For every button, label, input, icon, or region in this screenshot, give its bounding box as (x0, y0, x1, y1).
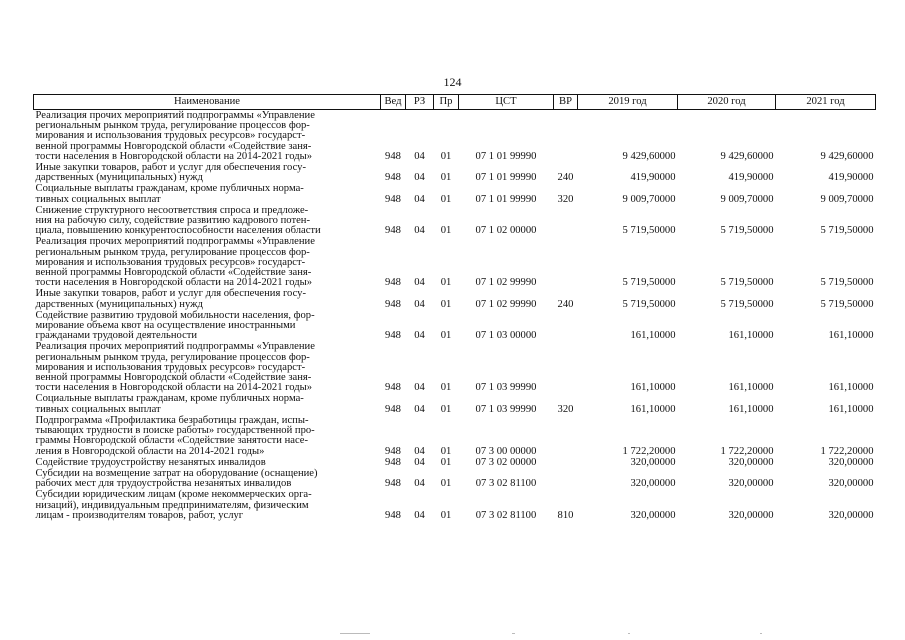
row-2019: 320,00000 (630, 478, 676, 490)
row-ved: 948 (385, 298, 401, 310)
row-ved: 948 (385, 150, 401, 162)
row-2019: 161,10000 (630, 403, 676, 415)
row-ved: 948 (385, 330, 401, 342)
row-vr (554, 310, 578, 342)
table-row (34, 489, 876, 521)
page-number: 124 (443, 75, 462, 89)
table-header-row (34, 95, 876, 110)
row-cst: 07 3 00 00000 (475, 445, 537, 457)
row-2021: 1 722,20000 (820, 445, 874, 457)
row-2020: 5 719,50000 (720, 225, 774, 237)
row-name (34, 393, 381, 414)
row-name-line: ния на рабочую силу, содействие развитию кадрового потен- (35, 215, 310, 227)
row-rz: 04 (414, 382, 425, 394)
row-pr: 01 (440, 330, 452, 342)
row-cst: 07 1 03 99990 (475, 403, 537, 415)
row-name-line: Реализация прочих мероприятий подпрограммы «Управление (35, 341, 315, 353)
row-name-line: венной программы Новгородской области «Содействие заня- (35, 267, 312, 279)
table-row (34, 393, 876, 414)
row-name-line: Снижение структурного несоответствия спроса и предложе- (35, 204, 309, 216)
row-ved: 948 (385, 456, 401, 468)
row-name (34, 288, 381, 309)
row-2020: 320,00000 (728, 456, 774, 468)
row-2021: 5 719,50000 (820, 225, 874, 237)
row-cst: 07 1 03 00000 (475, 330, 537, 342)
row-name (34, 341, 381, 393)
row-name-line: региональным рынком труда, регулирование процессов фор- (35, 120, 310, 132)
row-pr: 01 (440, 509, 452, 521)
row-vr: 320 (557, 403, 574, 415)
row-pr: 01 (440, 456, 452, 468)
row-2020: 5 719,50000 (720, 277, 774, 289)
row-2021: 161,10000 (828, 403, 874, 415)
row-vr: 810 (557, 509, 574, 521)
row-rz: 04 (414, 478, 425, 490)
row-name-line: низаций), индивидуальным предпринимателям, физическим (35, 499, 309, 511)
row-name-line: Социальные выплаты гражданам, кроме публичных норма- (35, 393, 304, 405)
row-cst: 07 3 02 00000 (475, 456, 537, 468)
header-rz: РЗ (406, 95, 434, 110)
row-2021: 5 719,50000 (820, 277, 874, 289)
table-body (34, 110, 876, 521)
row-rz: 04 (414, 456, 425, 468)
row-name-line: Социальные выплаты гражданам, кроме публичных норма- (35, 183, 304, 195)
row-2020: 161,10000 (728, 330, 774, 342)
row-2020: 419,90000 (728, 172, 774, 184)
row-2021: 161,10000 (828, 330, 874, 342)
row-ved: 948 (385, 382, 401, 394)
row-cst: 07 1 01 99990 (475, 193, 537, 205)
row-2021: 320,00000 (828, 456, 874, 468)
row-2019: 9 429,60000 (622, 150, 676, 162)
row-name-line: тивных социальных выплат (35, 403, 161, 415)
row-2021: 419,90000 (828, 172, 874, 184)
header-cst: ЦСТ (459, 95, 554, 110)
row-ved: 948 (385, 225, 401, 237)
row-name (34, 162, 381, 183)
row-2019: 320,00000 (630, 456, 676, 468)
row-vr (554, 341, 578, 393)
row-name-line: региональным рынком труда, регулирование процессов фор- (35, 246, 310, 258)
row-2019: 419,90000 (630, 172, 676, 184)
row-name-line: Содействие развитию трудовой мобильности населения, фор- (35, 309, 315, 321)
row-cst: 07 3 02 81100 (475, 478, 537, 490)
row-cst: 07 1 02 99990 (475, 277, 537, 289)
table-row (34, 183, 876, 204)
row-name (34, 415, 381, 457)
row-2021: 320,00000 (828, 478, 874, 490)
header-ved: Вед (381, 95, 406, 110)
row-name (34, 110, 381, 163)
scan-artifact-dots (0, 632, 905, 636)
header-name: Наименование (34, 95, 381, 110)
table-row (34, 236, 876, 288)
row-vr (554, 457, 578, 468)
row-pr: 01 (440, 403, 452, 415)
row-cst: 07 1 01 99990 (475, 172, 537, 184)
table-row (34, 310, 876, 342)
row-pr: 01 (440, 298, 452, 310)
row-2020: 320,00000 (728, 509, 774, 521)
row-name (34, 183, 381, 204)
row-name-line: дарственных (муниципальных) нужд (35, 298, 203, 310)
row-vr (554, 415, 578, 457)
header-2020: 2020 год (678, 95, 776, 110)
row-rz: 04 (414, 193, 425, 205)
row-2019: 1 722,20000 (622, 445, 676, 457)
row-rz: 04 (414, 277, 425, 289)
row-ved: 948 (385, 445, 401, 457)
table-row (34, 468, 876, 489)
row-2020: 161,10000 (728, 382, 774, 394)
row-name-line: ления в Новгородской области на 2014-2021 годы» (35, 445, 265, 457)
row-pr: 01 (440, 445, 452, 457)
table-row (34, 415, 876, 457)
row-vr (554, 236, 578, 288)
row-name-line: тывающих трудности в поиске работы» государственной про- (35, 425, 315, 437)
table-row (34, 110, 876, 163)
header-vr: ВР (554, 95, 578, 110)
row-vr (554, 468, 578, 489)
row-2020: 9 429,60000 (720, 150, 774, 162)
row-rz: 04 (414, 150, 425, 162)
row-cst: 07 1 03 99990 (475, 382, 537, 394)
row-pr: 01 (440, 172, 452, 184)
row-name (34, 205, 381, 237)
row-cst: 07 1 02 99990 (475, 298, 537, 310)
row-rz: 04 (414, 445, 425, 457)
row-ved: 948 (385, 478, 401, 490)
row-vr (554, 110, 578, 163)
row-2019: 5 719,50000 (622, 298, 676, 310)
row-ved: 948 (385, 193, 401, 205)
row-name-line: мирования и использования трудовых ресурсов» государст- (35, 256, 306, 268)
row-2020: 1 722,20000 (720, 445, 774, 457)
table-row (34, 457, 876, 468)
row-name-line: тости населения в Новгородской области на 2014-2021 годы» (35, 382, 313, 394)
row-ved: 948 (385, 509, 401, 521)
table-row (34, 162, 876, 183)
row-name-line: циала, повышению конкурентоспособности населения области (35, 225, 321, 237)
row-2019: 320,00000 (630, 509, 676, 521)
row-cst: 07 3 02 81100 (475, 509, 537, 521)
row-cst: 07 1 02 00000 (475, 225, 537, 237)
row-name-line: дарственных (муниципальных) нужд (35, 172, 203, 184)
row-ved: 948 (385, 403, 401, 415)
row-name (34, 457, 381, 468)
row-name (34, 310, 381, 342)
table-row (34, 288, 876, 309)
row-name-line: гражданами трудовой деятельности (35, 330, 198, 342)
row-2019: 5 719,50000 (622, 277, 676, 289)
row-vr: 320 (557, 193, 574, 205)
row-pr: 01 (440, 150, 452, 162)
row-pr: 01 (440, 225, 452, 237)
row-2019: 161,10000 (630, 330, 676, 342)
row-name-line: венной программы Новгородской области «Содействие заня- (35, 140, 312, 152)
row-rz: 04 (414, 298, 425, 310)
row-name-line: тости населения в Новгородской области на 2014-2021 годы» (35, 277, 313, 289)
row-name-line: мирования и использования трудовых ресурсов» государст- (35, 130, 306, 142)
row-name-line: граммы Новгородской области «Содействие занятости насе- (35, 435, 309, 447)
row-vr: 240 (557, 172, 574, 184)
row-2021: 320,00000 (828, 509, 874, 521)
row-name-line: рабочих мест для трудоустройства незанятых инвалидов (35, 478, 292, 490)
row-name-line: венной программы Новгородской области «Содействие заня- (35, 372, 312, 384)
row-2019: 5 719,50000 (622, 225, 676, 237)
row-ved: 948 (385, 172, 401, 184)
row-name-line: мирование объема квот на осуществление иностранными (35, 320, 296, 332)
row-name (34, 468, 381, 489)
row-name-line: лицам - производителям товаров, работ, услуг (35, 509, 244, 521)
row-2021: 161,10000 (828, 382, 874, 394)
row-name-line: Субсидии на возмещение затрат на оборудование (оснащение) (35, 467, 318, 479)
row-name-line: Реализация прочих мероприятий подпрограммы «Управление (35, 110, 315, 121)
row-2020: 9 009,70000 (720, 193, 774, 205)
row-cst: 07 1 01 99990 (475, 150, 537, 162)
row-name-line: Иные закупки товаров, работ и услуг для обеспечения госу- (35, 288, 307, 300)
row-vr (554, 205, 578, 237)
row-2021: 5 719,50000 (820, 298, 874, 310)
row-2021: 9 009,70000 (820, 193, 874, 205)
row-name-line: региональным рынком труда, регулирование процессов фор- (35, 351, 310, 363)
row-name-line: Подпрограмма «Профилактика безработицы граждан, испы- (35, 414, 309, 426)
row-rz: 04 (414, 509, 425, 521)
row-rz: 04 (414, 403, 425, 415)
row-name-line: тивных социальных выплат (35, 193, 161, 205)
row-pr: 01 (440, 382, 452, 394)
row-2019: 161,10000 (630, 382, 676, 394)
table-row (34, 205, 876, 237)
row-name-line: Иные закупки товаров, работ и услуг для обеспечения госу- (35, 162, 307, 174)
row-2020: 320,00000 (728, 478, 774, 490)
header-pr: Пр (434, 95, 459, 110)
row-name-line: мирования и использования трудовых ресурсов» государст- (35, 361, 306, 373)
row-rz: 04 (414, 225, 425, 237)
row-2019: 9 009,70000 (622, 193, 676, 205)
row-2020: 161,10000 (728, 403, 774, 415)
row-rz: 04 (414, 330, 425, 342)
row-rz: 04 (414, 172, 425, 184)
row-ved: 948 (385, 277, 401, 289)
row-pr: 01 (440, 277, 452, 289)
row-vr: 240 (557, 298, 574, 310)
row-pr: 01 (440, 193, 452, 205)
row-2021: 9 429,60000 (820, 150, 874, 162)
row-name-line: Реализация прочих мероприятий подпрограммы «Управление (35, 236, 315, 248)
row-name (34, 236, 381, 288)
row-pr: 01 (440, 478, 452, 490)
header-2021: 2021 год (776, 95, 876, 110)
row-2020: 5 719,50000 (720, 298, 774, 310)
budget-table (33, 94, 876, 521)
table-row (34, 341, 876, 393)
row-name-line: Содействие трудоустройству незанятых инвалидов (35, 456, 266, 468)
row-name-line: Субсидии юридическим лицам (кроме некоммерческих орга- (35, 489, 312, 501)
row-name (34, 489, 381, 521)
row-name-line: тости населения в Новгородской области на 2014-2021 годы» (35, 150, 313, 162)
header-2019: 2019 год (578, 95, 678, 110)
